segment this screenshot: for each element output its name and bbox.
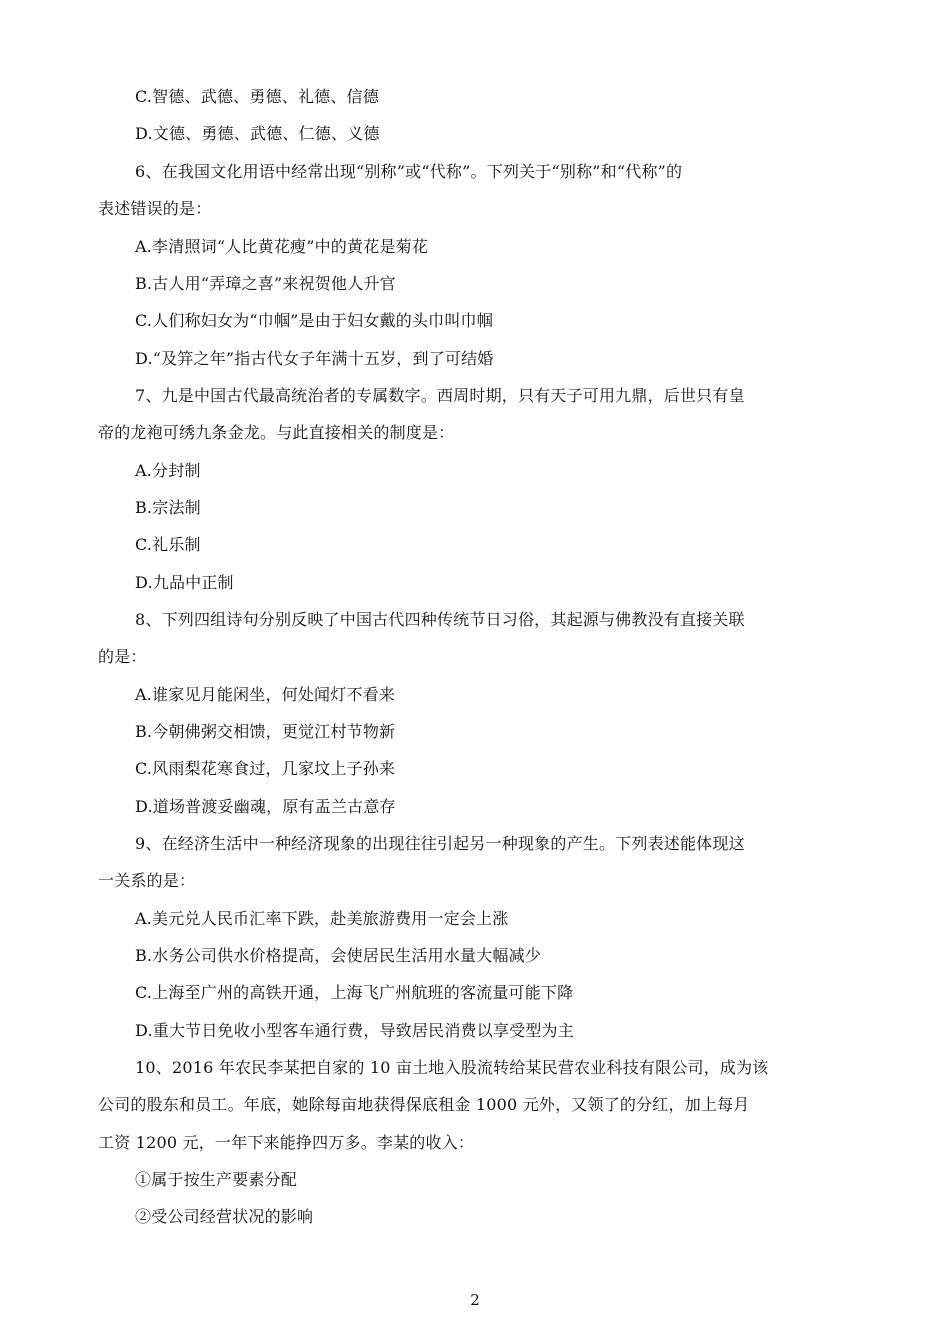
option-6a: A.李清照词“人比黄花瘦”中的黄花是菊花	[135, 237, 429, 256]
option-6b: B.古人用“弄璋之喜”来祝贺他人升官	[135, 274, 396, 293]
statement-10-2: ②受公司经营状况的影响	[135, 1207, 314, 1226]
question-9-line-2: 一关系的是：	[98, 871, 196, 890]
page-number: 2	[470, 1291, 480, 1309]
option-9b: B.水务公司供水价格提高，会使居民生活用水量大幅减少	[135, 946, 542, 965]
option-9a: A.美元兑人民币汇率下跌，赴美旅游费用一定会上涨	[135, 909, 509, 928]
option-5d: D.文德、勇德、武德、仁德、义德	[135, 124, 380, 143]
option-6d: D.“及笄之年”指古代女子年满十五岁，到了可结婚	[135, 349, 494, 368]
option-8b: B.今朝佛粥交相馈，更觉江村节物新	[135, 722, 396, 741]
question-7-line-1: 7、九是中国古代最高统治者的专属数字。西周时期，只有天子可用九鼎，后世只有皇	[135, 386, 745, 405]
question-10-line-3: 工资 1200 元，一年下来能挣四万多。李某的收入：	[98, 1133, 475, 1152]
option-7b: B.宗法制	[135, 498, 201, 517]
option-8a: A.谁家见月能闲坐，何处闻灯不看来	[135, 685, 396, 704]
option-5c: C.智德、武德、勇德、礼德、信德	[135, 87, 379, 106]
question-8-line-1: 8、下列四组诗句分别反映了中国古代四种传统节日习俗，其起源与佛教没有直接关联	[135, 610, 745, 629]
option-9d: D.重大节日免收小型客车通行费，导致居民消费以享受型为主	[135, 1021, 574, 1040]
question-7-line-2: 帝的龙袍可绣九条金龙。与此直接相关的制度是：	[98, 423, 455, 442]
option-7d: D.九品中正制	[135, 573, 234, 592]
question-6-line-1: 6、在我国文化用语中经常出现“别称”或“代称”。下列关于“别称”和“代称”的	[135, 162, 683, 181]
question-9-line-1: 9、在经济生活中一种经济现象的出现往往引起另一种现象的产生。下列表述能体现这	[135, 834, 745, 853]
question-6-line-2: 表述错误的是：	[98, 199, 212, 218]
statement-10-1: ①属于按生产要素分配	[135, 1170, 298, 1189]
option-6c: C.人们称妇女为“巾帼”是由于妇女戴的头巾叫巾帼	[135, 311, 493, 330]
question-10-line-1: 10、2016 年农民李某把自家的 10 亩土地入股流转给某民营农业科技有限公司，成为该	[135, 1058, 769, 1077]
option-8d: D.道场普渡妥幽魂，原有盂兰古意存	[135, 797, 396, 816]
option-7a: A.分封制	[135, 461, 201, 480]
option-8c: C.风雨梨花寒食过，几家坟上子孙来	[135, 759, 396, 778]
question-10-line-2: 公司的股东和员工。年底，她除每亩地获得保底租金 1000 元外，又领了的分红，加上每月	[98, 1095, 750, 1114]
option-9c: C.上海至广州的高铁开通，上海飞广州航班的客流量可能下降	[135, 983, 574, 1002]
question-8-line-2: 的是：	[98, 647, 147, 666]
option-7c: C.礼乐制	[135, 535, 201, 554]
